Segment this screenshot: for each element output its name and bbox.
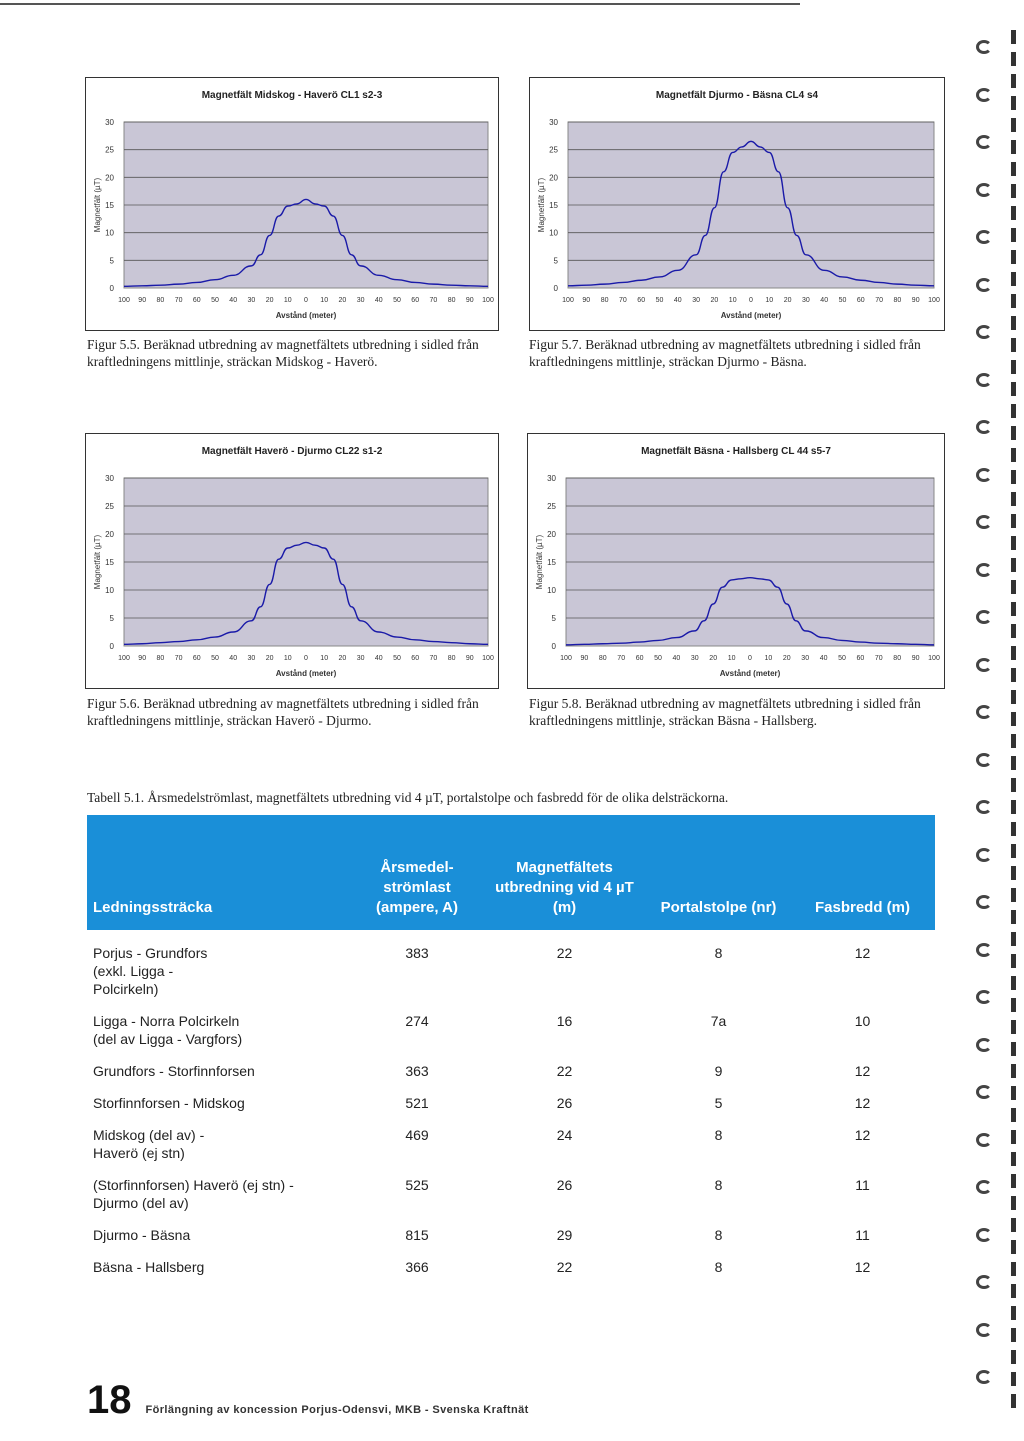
x-tick-label: 40 [229,655,238,662]
x-tick-label: 30 [247,655,256,662]
binding-ring-icon [976,563,992,577]
x-tick-label: 20 [338,297,347,304]
x-tick-label: 100 [482,655,494,662]
x-tick-label: 80 [156,297,165,304]
x-tick-label: 100 [562,297,574,304]
x-tick-label: 100 [560,655,572,662]
cell-pole: 8 [714,1259,723,1275]
x-tick-label: 60 [856,655,865,662]
cell-pole: 8 [714,945,723,961]
x-tick-label: 0 [304,297,308,304]
y-tick-label: 15 [549,201,558,210]
cell-name: Storfinnforsen - Midskog [93,1095,245,1111]
x-axis-label: Avstånd (meter) [275,669,337,678]
binding-ring-icon [976,990,992,1004]
header-arsmedelstromlast: Årsmedel- strömlast (ampere, A) [352,815,482,930]
x-tick-label: 80 [598,655,607,662]
cell-pole: 9 [714,1063,723,1079]
x-tick-label: 50 [838,655,846,662]
chart-svg [86,434,498,688]
table-row [87,1258,935,1290]
x-tick-label: 20 [782,655,791,662]
y-tick-label: 30 [547,474,556,483]
x-tick-label: 70 [429,297,438,304]
cell-phase: 11 [855,1177,870,1193]
cell-current: 815 [405,1227,429,1243]
x-tick-label: 20 [783,297,792,304]
chart-svg [86,78,498,330]
y-tick-label: 0 [109,642,114,651]
cell-name: Porjus - Grundfors (exkl. Ligga - Polcirkeln) [93,945,208,997]
x-tick-label: 20 [710,297,719,304]
x-tick-label: 90 [138,297,147,304]
chart-basna-hallsberg [527,433,945,689]
chart-title: Magnetfält Midskog - Haverö CL1 s2-3 [201,90,383,101]
cell-extent: 29 [556,1227,573,1243]
y-tick-label: 30 [105,118,114,127]
x-tick-label: 60 [192,297,201,304]
x-tick-label: 40 [374,297,383,304]
cell-name: Grundfors - Storfinnforsen [93,1063,255,1079]
binding-ring-icon [976,183,992,197]
y-tick-label: 10 [547,586,556,595]
binding-ring-icon [976,40,992,54]
y-tick-label: 15 [105,201,114,210]
y-tick-label: 20 [105,173,114,183]
binding-ring-icon [976,1038,992,1052]
x-tick-label: 20 [709,655,718,662]
x-axis-label: Avstånd (meter) [720,311,782,320]
y-tick-label: 10 [549,228,558,238]
x-tick-label: 30 [247,297,256,304]
cell-pole: 5 [714,1095,723,1111]
cell-phase: 12 [854,945,871,961]
chart-title: Magnetfält Bäsna - Hallsberg CL 44 s5-7 [641,446,831,457]
chart-havero-djurmo [85,433,499,689]
x-tick-label: 80 [447,655,456,662]
binding-ring-icon [976,1228,992,1242]
x-tick-label: 70 [174,297,183,304]
chart-midskog-havero [85,77,499,331]
x-tick-label: 90 [465,297,474,304]
cell-name: Midskog (del av) - Haverö (ej stn) [93,1127,205,1161]
binding-ring-icon [976,325,992,339]
binding-ring-icon [976,610,992,624]
chart-title: Magnetfält Djurmo - Bäsna CL4 s4 [655,90,819,101]
y-tick-label: 0 [109,284,114,293]
cell-current: 525 [405,1177,429,1193]
x-axis-label: Avstånd (meter) [719,669,781,678]
binding-ring-icon [976,1133,992,1147]
cell-current: 366 [405,1259,429,1275]
cell-phase: 12 [854,1095,871,1111]
page-footer [87,1380,529,1420]
top-rule [0,3,800,5]
table-row [87,1094,935,1126]
x-tick-label: 60 [635,655,644,662]
x-tick-label: 70 [874,655,883,662]
x-tick-label: 80 [893,655,902,662]
x-tick-label: 80 [156,655,165,662]
x-tick-label: 50 [211,655,219,662]
data-table [87,815,935,1290]
x-tick-label: 20 [265,655,274,662]
x-tick-label: 10 [765,297,774,304]
y-axis-label: Magnetfält (µT) [535,534,544,590]
page-number: 18 [87,1378,132,1422]
x-tick-label: 90 [911,297,920,304]
cell-current: 363 [405,1063,429,1079]
binding-ring-icon [976,1370,992,1384]
table-row [87,1062,935,1094]
x-tick-label: 60 [411,297,420,304]
spiral-binding [968,30,1024,1441]
x-tick-label: 50 [654,655,662,662]
y-tick-label: 10 [105,586,114,595]
x-tick-label: 70 [429,655,438,662]
x-tick-label: 70 [617,655,626,662]
x-tick-label: 30 [801,655,810,662]
cell-name: Bäsna - Hallsberg [93,1259,205,1275]
y-tick-label: 0 [551,642,556,651]
x-tick-label: 80 [447,297,456,304]
y-tick-label: 25 [547,502,556,511]
x-tick-label: 50 [393,297,401,304]
x-tick-label: 90 [911,655,920,662]
x-tick-label: 20 [265,297,274,304]
x-tick-label: 30 [690,655,699,662]
y-tick-label: 15 [105,558,114,567]
chart-title: Magnetfält Haverö - Djurmo CL22 s1-2 [201,446,383,457]
x-tick-label: 0 [748,655,752,662]
cell-extent: 22 [556,1063,573,1079]
x-tick-label: 30 [692,297,700,304]
binding-ring-icon [976,515,992,529]
cell-extent: 26 [556,1095,573,1111]
y-tick-label: 5 [109,256,114,266]
x-tick-label: 10 [728,297,737,304]
x-axis-label: Avstånd (meter) [275,311,337,320]
table-row [87,1226,935,1258]
cell-phase: 12 [854,1063,871,1079]
x-tick-label: 40 [820,297,829,304]
y-tick-label: 5 [109,614,114,623]
binding-ring-icon [976,88,992,102]
table-caption: Tabell 5.1. Årsmedelströmlast, magnetfältets utbredning vid 4 µT, portalstolpe och fasbredd för de olika delsträckorna. [87,790,729,805]
binding-ring-icon [976,848,992,862]
cell-extent: 16 [556,1013,573,1029]
y-tick-label: 15 [547,558,556,567]
x-tick-label: 70 [619,297,627,304]
binding-ring-icon [976,800,992,814]
x-tick-label: 90 [465,655,474,662]
binding-ring-icon [976,1323,992,1337]
x-tick-label: 0 [749,297,753,304]
x-tick-label: 90 [580,655,589,662]
table-row [87,1126,935,1176]
y-tick-label: 20 [105,530,114,539]
binding-ring-icon [976,278,992,292]
header-magnetfaltets-utbredning: Magnetfältets utbredning vid 4 µT (m) [482,815,647,930]
x-tick-label: 10 [764,655,773,662]
x-tick-label: 60 [856,297,865,304]
x-tick-label: 10 [283,655,292,662]
header-fasbredd: Fasbredd (m) [790,815,935,930]
cell-extent: 22 [556,945,573,961]
binding-ring-icon [976,753,992,767]
x-tick-label: 10 [320,655,329,662]
y-tick-label: 5 [553,256,558,266]
y-tick-label: 30 [105,474,114,483]
x-tick-label: 60 [411,655,420,662]
x-tick-label: 40 [672,655,681,662]
y-tick-label: 10 [105,228,114,238]
x-tick-label: 90 [138,655,147,662]
cell-pole: 8 [714,1227,723,1243]
x-tick-label: 100 [118,297,130,304]
binding-ring-icon [976,705,992,719]
cell-current: 521 [405,1095,429,1111]
x-tick-label: 30 [356,655,365,662]
x-tick-label: 90 [582,297,591,304]
chart-djurmo-basna [529,77,945,331]
y-tick-label: 20 [549,173,558,183]
figure-caption-5-8: Figur 5.8. Beräknad utbredning av magnetfältets utbredning i sidled från kraftledningens mittlinje, sträckan Bäsna - Hallsberg. [529,696,921,728]
binding-ring-icon [976,895,992,909]
x-tick-label: 40 [374,655,383,662]
figure-caption-5-5: Figur 5.5. Beräknad utbredning av magnetfältets utbredning i sidled från kraftledningens mittlinje, sträckan Midskog - Haverö. [87,337,479,369]
binding-ring-icon [976,943,992,957]
cell-current: 274 [405,1013,429,1029]
y-axis-label: Magnetfält (µT) [93,534,102,590]
cell-name: (Storfinnforsen) Haverö (ej stn) - Djurmo (del av) [93,1177,294,1211]
x-tick-label: 10 [283,297,292,304]
x-tick-label: 60 [637,297,646,304]
y-tick-label: 25 [549,145,558,155]
cell-phase: 12 [854,1259,871,1275]
y-axis-label: Magnetfält (µT) [93,177,102,233]
x-tick-label: 80 [893,297,902,304]
table-row [87,930,935,1012]
cell-name: Djurmo - Bäsna [93,1227,191,1243]
cell-phase: 11 [855,1227,870,1243]
x-tick-label: 100 [482,297,494,304]
y-tick-label: 25 [105,145,114,155]
x-tick-label: 50 [838,297,847,304]
cell-extent: 22 [556,1259,573,1275]
x-tick-label: 30 [356,297,365,304]
header-ledningsstracka: Ledningssträcka [87,815,352,930]
y-tick-label: 0 [553,284,558,293]
x-tick-label: 100 [928,297,940,304]
cell-phase: 10 [854,1013,871,1029]
x-tick-label: 40 [673,297,682,304]
x-tick-label: 70 [174,655,183,662]
binding-ring-icon [976,1180,992,1194]
x-tick-label: 10 [727,655,736,662]
y-tick-label: 25 [105,502,114,511]
header-portalstolpe: Portalstolpe (nr) [647,815,790,930]
x-tick-label: 100 [118,655,130,662]
chart-svg [528,434,944,688]
figure-caption-5-6: Figur 5.6. Beräknad utbredning av magnetfältets utbredning i sidled från kraftledningens mittlinje, sträckan Haverö - Djurmo. [87,696,479,728]
cell-phase: 12 [854,1127,871,1143]
cell-name: Ligga - Norra Polcirkeln (del av Ligga - Vargfors) [93,1013,243,1047]
cell-current: 383 [405,945,429,961]
cell-current: 469 [405,1127,429,1143]
cell-pole: 8 [714,1177,723,1193]
x-tick-label: 100 [928,655,940,662]
x-tick-label: 50 [655,297,664,304]
binding-ring-icon [976,230,992,244]
table-row [87,1176,935,1226]
binding-ring-icon [976,420,992,434]
binding-ring-icon [976,468,992,482]
figure-caption-5-7: Figur 5.7. Beräknad utbredning av magnetfältets utbredning i sidled från kraftledningens mittlinje, sträckan Djurmo - Bäsna. [529,337,921,369]
cell-extent: 26 [556,1177,573,1193]
binding-edge [1011,30,1016,1410]
binding-ring-icon [976,373,992,387]
table-header-row [87,815,935,930]
x-tick-label: 40 [819,655,828,662]
y-tick-label: 20 [547,530,556,539]
x-tick-label: 50 [393,655,401,662]
x-tick-label: 0 [304,655,308,662]
x-tick-label: 80 [600,297,609,304]
cell-extent: 24 [556,1127,573,1143]
x-tick-label: 30 [802,297,810,304]
chart-svg [530,78,944,330]
binding-ring-icon [976,658,992,672]
binding-ring-icon [976,1085,992,1099]
cell-pole: 7a [710,1013,727,1029]
y-tick-label: 30 [549,118,558,127]
footer-text: Förlängning av koncession Porjus-Odensvi, MKB - Svenska Kraftnät [145,1404,529,1416]
x-tick-label: 70 [875,297,883,304]
binding-ring-icon [976,1275,992,1289]
x-tick-label: 10 [320,297,329,304]
x-tick-label: 60 [192,655,201,662]
x-tick-label: 40 [229,297,238,304]
x-tick-label: 20 [338,655,347,662]
binding-ring-icon [976,135,992,149]
cell-pole: 8 [714,1127,723,1143]
y-axis-label: Magnetfält (µT) [537,177,546,233]
y-tick-label: 5 [551,614,556,623]
x-tick-label: 50 [211,297,219,304]
table-row [87,1012,935,1062]
